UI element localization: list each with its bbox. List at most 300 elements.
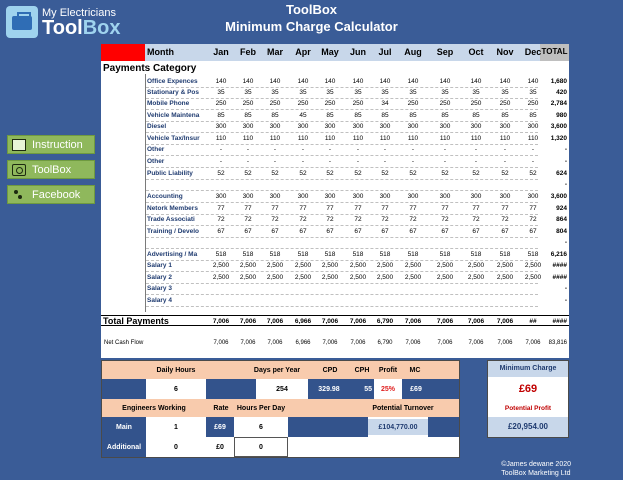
table-cell[interactable]: 2,500 — [239, 274, 257, 281]
table-cell[interactable]: 35 — [529, 89, 537, 96]
total-payments-row — [101, 315, 569, 326]
table-cell[interactable]: - — [328, 158, 332, 165]
additional-engineers-input[interactable]: 0 — [174, 443, 178, 451]
table-cell[interactable]: - — [383, 146, 387, 153]
row-label: Other — [147, 146, 165, 153]
table-cell[interactable]: 52 — [409, 170, 417, 177]
row-total: 980 — [556, 112, 567, 119]
table-cell[interactable]: - — [474, 146, 478, 153]
main-engineers-input[interactable]: 1 — [174, 423, 178, 431]
table-cell[interactable]: 2,500 — [467, 262, 485, 269]
row-divider — [146, 225, 538, 226]
calculator-panel — [101, 360, 460, 458]
table-cell[interactable]: 67 — [244, 228, 252, 235]
minimum-charge-value: £69 — [488, 377, 568, 401]
table-row — [101, 77, 569, 87]
facebook-button[interactable] — [7, 185, 95, 204]
calc-navy-cell-3 — [430, 379, 459, 399]
table-cell[interactable]: 300 — [439, 123, 451, 130]
row-label: Diesel — [147, 123, 167, 130]
table-cell[interactable]: - — [301, 146, 305, 153]
table-cell[interactable]: - — [531, 146, 535, 153]
cpd-label: CPD — [322, 366, 338, 374]
table-cell[interactable]: 52 — [217, 170, 225, 177]
table-cell[interactable]: 72 — [529, 216, 537, 223]
table-cell[interactable]: 67 — [217, 228, 225, 235]
table-cell[interactable]: 300 — [407, 123, 419, 130]
table-cell[interactable]: 140 — [499, 78, 511, 85]
table-cell[interactable]: 72 — [217, 216, 225, 223]
table-cell[interactable]: 2,500 — [524, 262, 542, 269]
table-cell[interactable]: 2,500 — [436, 274, 454, 281]
table-cell[interactable]: 300 — [352, 123, 364, 130]
table-cell[interactable]: 110 — [499, 135, 511, 142]
table-cell[interactable]: 110 — [297, 135, 309, 142]
table-cell[interactable]: 110 — [269, 135, 281, 142]
table-cell[interactable]: 250 — [215, 100, 227, 107]
table-cell[interactable]: 35 — [217, 89, 225, 96]
table-cell[interactable]: 110 — [407, 135, 419, 142]
table-cell[interactable]: 250 — [470, 100, 482, 107]
table-cell[interactable]: 85 — [271, 112, 279, 119]
month-header-may: May — [321, 47, 339, 57]
toolbox-button[interactable] — [7, 160, 95, 179]
table-cell[interactable]: - — [356, 146, 360, 153]
daily-hours-input[interactable]: 6 — [174, 385, 178, 393]
logo-box: Box — [82, 17, 121, 39]
days-per-year-input[interactable]: 254 — [276, 385, 288, 393]
table-cell[interactable]: 77 — [354, 205, 362, 212]
net-cash-flow-row — [101, 340, 569, 350]
table-cell[interactable]: 300 — [499, 193, 511, 200]
table-cell[interactable]: 300 — [215, 123, 227, 130]
table-cell[interactable]: 2,500 — [496, 274, 514, 281]
row-divider — [146, 248, 538, 249]
table-cell[interactable]: 72 — [441, 216, 449, 223]
table-cell[interactable]: 250 — [439, 100, 451, 107]
row-label: Accounting — [147, 193, 183, 200]
table-cell[interactable]: 2,500 — [376, 274, 394, 281]
table-cell[interactable]: 2,500 — [239, 262, 257, 269]
table-cell[interactable]: 2,500 — [321, 262, 339, 269]
table-cell[interactable]: 72 — [326, 216, 334, 223]
row-total: 3,600 — [550, 123, 567, 130]
row-divider — [146, 294, 538, 295]
additional-rate-value: £0 — [216, 443, 224, 451]
facebook-label: Facebook — [32, 188, 81, 201]
table-row — [101, 296, 569, 306]
table-cell[interactable]: 52 — [326, 170, 334, 177]
table-cell[interactable]: 52 — [381, 170, 389, 177]
total-payments-total: #### — [552, 318, 567, 325]
table-cell[interactable]: 85 — [326, 112, 334, 119]
table-cell[interactable]: 300 — [242, 193, 254, 200]
table-cell[interactable]: 300 — [352, 193, 364, 200]
table-cell[interactable]: 77 — [326, 205, 334, 212]
main-label: Main — [102, 417, 146, 437]
people-icon — [12, 189, 26, 201]
row-divider — [146, 132, 538, 133]
table-cell[interactable]: 2,500 — [294, 262, 312, 269]
table-cell[interactable]: - — [246, 158, 250, 165]
table-cell[interactable]: 52 — [271, 170, 279, 177]
cpd-value: 329.98 — [308, 379, 350, 399]
copyright-line-2: ToolBox Marketing Ltd — [501, 470, 571, 477]
table-cell[interactable]: 72 — [501, 216, 509, 223]
table-cell[interactable]: 72 — [472, 216, 480, 223]
table-cell[interactable]: - — [443, 146, 447, 153]
table-cell[interactable]: 140 — [242, 78, 254, 85]
table-cell[interactable]: 110 — [215, 135, 227, 142]
table-cell[interactable]: 518 — [470, 251, 482, 258]
table-cell[interactable]: - — [503, 146, 507, 153]
profit-label: Profit — [378, 366, 398, 374]
table-cell[interactable]: 77 — [217, 205, 225, 212]
table-cell[interactable]: 85 — [381, 112, 389, 119]
table-cell[interactable]: 140 — [215, 78, 227, 85]
table-cell[interactable]: 300 — [527, 123, 539, 130]
row-total: 6,216 — [550, 251, 567, 258]
table-cell[interactable]: 140 — [470, 78, 482, 85]
hours-per-day-label: Hours Per Day — [236, 404, 286, 412]
month-header-oct: Oct — [468, 47, 484, 57]
row-total: 624 — [556, 170, 567, 177]
month-label: Month — [147, 47, 174, 57]
month-header-aug: Aug — [404, 47, 422, 57]
table-row — [101, 227, 569, 237]
table-cell[interactable]: 300 — [269, 123, 281, 130]
table-cell[interactable]: 52 — [529, 170, 537, 177]
row-divider — [146, 167, 538, 168]
table-cell[interactable]: 140 — [379, 78, 391, 85]
minimum-charge-label: Minimum Charge — [488, 361, 568, 377]
table-cell[interactable]: 300 — [499, 123, 511, 130]
row-total: 924 — [556, 205, 567, 212]
table-cell[interactable]: 518 — [324, 251, 336, 258]
logo-top-text: My Electricians — [42, 7, 116, 19]
table-cell[interactable]: 2,500 — [321, 274, 339, 281]
table-cell[interactable]: 72 — [271, 216, 279, 223]
camera-icon — [12, 164, 26, 176]
table-row — [101, 204, 569, 214]
table-cell[interactable]: 2,500 — [349, 262, 367, 269]
row-label: Advertising / Ma — [147, 251, 198, 258]
row-divider — [146, 155, 538, 156]
main-rate-value: £69 — [206, 417, 234, 437]
table-cell[interactable]: 300 — [324, 123, 336, 130]
table-cell[interactable]: 110 — [470, 135, 482, 142]
table-cell[interactable]: 45 — [299, 112, 307, 119]
page-title: Minimum Charge Calculator — [225, 19, 398, 34]
instruction-button[interactable] — [7, 135, 95, 154]
table-cell[interactable]: - — [219, 158, 223, 165]
table-cell[interactable]: 85 — [472, 112, 480, 119]
net-cash-flow-cell: 7,006 — [213, 340, 229, 346]
net-cash-flow-cell: 7,006 — [240, 340, 256, 346]
table-cell[interactable]: 518 — [499, 251, 511, 258]
table-cell[interactable]: 300 — [527, 193, 539, 200]
row-label: Vehicle Tax/Insur — [147, 135, 200, 142]
table-cell[interactable]: 140 — [352, 78, 364, 85]
row-label: Salary 2 — [147, 274, 172, 281]
table-row — [101, 88, 569, 98]
month-header-apr: Apr — [295, 47, 311, 57]
row-total: 1,320 — [550, 135, 567, 142]
table-cell[interactable]: 518 — [242, 251, 254, 258]
table-cell[interactable]: 140 — [269, 78, 281, 85]
table-cell[interactable]: 52 — [501, 170, 509, 177]
table-cell[interactable]: 250 — [499, 100, 511, 107]
table-cell[interactable]: 250 — [527, 100, 539, 107]
table-cell[interactable]: 85 — [529, 112, 537, 119]
table-row — [101, 238, 569, 248]
table-cell[interactable]: 300 — [324, 193, 336, 200]
table-cell[interactable]: 300 — [215, 193, 227, 200]
table-cell[interactable]: 140 — [439, 78, 451, 85]
cph-value: 55 — [350, 379, 374, 399]
total-payments-cell: 7,006 — [266, 318, 284, 325]
table-cell[interactable]: 35 — [299, 89, 307, 96]
table-cell[interactable]: 72 — [354, 216, 362, 223]
row-total: - — [564, 285, 567, 292]
total-payments-label: Total Payments — [103, 316, 169, 326]
table-cell[interactable]: 140 — [527, 78, 539, 85]
row-total: - — [564, 158, 567, 165]
row-total: #### — [552, 262, 567, 269]
table-cell[interactable]: 77 — [501, 205, 509, 212]
table-cell[interactable]: 2,500 — [349, 274, 367, 281]
table-cell[interactable]: 72 — [381, 216, 389, 223]
calc-navy-cell-4 — [288, 417, 368, 437]
red-header-cell — [101, 44, 145, 61]
table-cell[interactable]: 35 — [409, 89, 417, 96]
additional-label: Additional — [102, 437, 146, 457]
table-cell[interactable]: 35 — [441, 89, 449, 96]
table-cell[interactable]: 110 — [324, 135, 336, 142]
table-cell[interactable]: 300 — [379, 193, 391, 200]
table-cell[interactable]: - — [301, 158, 305, 165]
table-cell[interactable]: 85 — [501, 112, 509, 119]
table-cell[interactable]: 2,500 — [376, 262, 394, 269]
table-cell[interactable]: 2,500 — [496, 262, 514, 269]
table-row — [101, 192, 569, 202]
row-divider — [146, 271, 538, 272]
rate-label: Rate — [213, 404, 229, 412]
total-payments-cell: 6,966 — [294, 318, 312, 325]
profit-input[interactable]: 25% — [380, 385, 395, 393]
table-cell[interactable]: 67 — [299, 228, 307, 235]
summary-panel — [487, 360, 569, 438]
table-cell[interactable]: 67 — [529, 228, 537, 235]
table-cell[interactable]: 2,500 — [404, 274, 422, 281]
table-cell[interactable]: 35 — [472, 89, 480, 96]
instruction-label: Instruction — [32, 138, 83, 151]
table-cell[interactable]: 77 — [271, 205, 279, 212]
net-cash-flow-label: Net Cash Flow — [104, 340, 144, 346]
row-label: Vehicle Maintena — [147, 112, 200, 119]
table-cell[interactable]: - — [273, 158, 277, 165]
table-cell[interactable]: 518 — [407, 251, 419, 258]
net-cash-flow-cell: 7,006 — [405, 340, 421, 346]
table-cell[interactable]: 300 — [470, 193, 482, 200]
app-title: ToolBox — [285, 2, 338, 17]
table-cell[interactable]: 34 — [381, 100, 389, 107]
toolbox-label: ToolBox — [32, 163, 72, 176]
table-cell[interactable]: - — [383, 158, 387, 165]
table-cell[interactable]: 2,500 — [266, 262, 284, 269]
table-cell[interactable]: 85 — [441, 112, 449, 119]
table-cell[interactable]: 85 — [217, 112, 225, 119]
table-cell[interactable]: 72 — [244, 216, 252, 223]
table-cell[interactable]: 300 — [470, 123, 482, 130]
table-cell[interactable]: 77 — [441, 205, 449, 212]
table-cell[interactable]: 77 — [472, 205, 480, 212]
table-cell[interactable]: - — [531, 158, 535, 165]
table-cell[interactable]: - — [411, 158, 415, 165]
table-cell[interactable]: 67 — [271, 228, 279, 235]
table-cell[interactable]: 300 — [379, 123, 391, 130]
mc-value: £69 — [402, 379, 430, 399]
total-payments-cell: 7,006 — [436, 318, 454, 325]
table-cell[interactable]: 35 — [244, 89, 252, 96]
table-cell[interactable]: 85 — [244, 112, 252, 119]
table-cell[interactable]: 35 — [501, 89, 509, 96]
table-cell[interactable]: 52 — [354, 170, 362, 177]
net-cash-flow-cell: 6,790 — [377, 340, 393, 346]
calc-navy-cell-2 — [206, 379, 256, 399]
table-cell[interactable]: 140 — [407, 78, 419, 85]
total-payments-cell: 7,006 — [239, 318, 257, 325]
table-cell[interactable]: 2,500 — [212, 262, 230, 269]
table-cell[interactable]: 85 — [354, 112, 362, 119]
table-row — [101, 157, 569, 167]
logo-tool: Tool — [42, 17, 83, 39]
total-payments-cell: 7,006 — [404, 318, 422, 325]
table-cell[interactable]: - — [443, 158, 447, 165]
table-cell[interactable]: 77 — [409, 205, 417, 212]
table-cell[interactable]: 35 — [271, 89, 279, 96]
table-cell[interactable]: 110 — [379, 135, 391, 142]
table-cell[interactable]: 52 — [472, 170, 480, 177]
table-cell[interactable]: 2,500 — [212, 274, 230, 281]
table-cell[interactable]: 2,500 — [266, 274, 284, 281]
table-cell[interactable]: 250 — [242, 100, 254, 107]
table-cell[interactable]: 110 — [527, 135, 539, 142]
table-cell[interactable]: 300 — [242, 123, 254, 130]
table-cell[interactable]: - — [219, 146, 223, 153]
table-cell[interactable]: 67 — [326, 228, 334, 235]
table-cell[interactable]: 67 — [409, 228, 417, 235]
total-header: TOTAL — [540, 44, 569, 61]
days-per-year-label: Days per Year — [253, 366, 301, 374]
table-cell[interactable]: 77 — [381, 205, 389, 212]
row-divider — [146, 109, 538, 110]
row-label: Mobile Phone — [147, 100, 190, 107]
table-cell[interactable]: - — [273, 146, 277, 153]
table-cell[interactable]: 110 — [242, 135, 254, 142]
table-cell[interactable]: 140 — [297, 78, 309, 85]
row-total: 420 — [556, 89, 567, 96]
table-cell[interactable]: 85 — [409, 112, 417, 119]
table-cell[interactable]: - — [411, 146, 415, 153]
table-row — [101, 99, 569, 109]
table-cell[interactable]: 300 — [269, 193, 281, 200]
table-cell[interactable]: 67 — [381, 228, 389, 235]
table-cell[interactable]: 72 — [409, 216, 417, 223]
table-cell[interactable]: 300 — [439, 193, 451, 200]
additional-hours-input[interactable]: 0 — [234, 437, 288, 457]
table-cell[interactable]: 2,500 — [436, 262, 454, 269]
calc-navy-cell-5 — [428, 417, 459, 437]
table-cell[interactable]: - — [474, 158, 478, 165]
table-cell[interactable]: 140 — [324, 78, 336, 85]
table-cell[interactable]: 110 — [352, 135, 364, 142]
table-cell[interactable]: 77 — [299, 205, 307, 212]
table-cell[interactable]: 250 — [297, 100, 309, 107]
table-cell[interactable]: 300 — [297, 123, 309, 130]
table-cell[interactable]: 35 — [354, 89, 362, 96]
table-cell[interactable]: 67 — [354, 228, 362, 235]
table-cell[interactable]: 518 — [269, 251, 281, 258]
month-header-feb: Feb — [239, 47, 256, 57]
table-cell[interactable]: 2,500 — [524, 274, 542, 281]
table-row — [101, 145, 569, 155]
table-cell[interactable]: - — [328, 146, 332, 153]
net-cash-flow-total: 83,816 — [548, 340, 567, 346]
table-cell[interactable]: 250 — [407, 100, 419, 107]
table-row — [101, 215, 569, 225]
table-cell[interactable]: 72 — [299, 216, 307, 223]
table-cell[interactable]: 518 — [439, 251, 451, 258]
table-cell[interactable]: 518 — [352, 251, 364, 258]
table-cell[interactable]: 35 — [381, 89, 389, 96]
table-cell[interactable]: 250 — [269, 100, 281, 107]
month-header-jan: Jan — [213, 47, 229, 57]
table-cell[interactable]: 518 — [527, 251, 539, 258]
table-cell[interactable]: - — [246, 146, 250, 153]
table-cell[interactable]: 2,500 — [294, 274, 312, 281]
table-cell[interactable]: 2,500 — [404, 262, 422, 269]
table-cell[interactable]: 250 — [324, 100, 336, 107]
main-hours-input[interactable]: 6 — [259, 423, 263, 431]
table-cell[interactable]: 300 — [297, 193, 309, 200]
table-cell[interactable]: 518 — [297, 251, 309, 258]
table-cell[interactable]: 518 — [379, 251, 391, 258]
table-cell[interactable]: 67 — [441, 228, 449, 235]
row-label: Public Liability — [147, 170, 193, 177]
row-total: #### — [552, 274, 567, 281]
table-cell[interactable]: 110 — [439, 135, 451, 142]
table-cell[interactable]: 52 — [441, 170, 449, 177]
table-cell[interactable]: - — [503, 158, 507, 165]
net-cash-flow-cell: 7,006 — [437, 340, 453, 346]
table-cell[interactable]: 52 — [244, 170, 252, 177]
payments-category-heading: Payments Category — [103, 63, 197, 74]
table-cell[interactable]: 2,500 — [467, 274, 485, 281]
table-cell[interactable]: 77 — [244, 205, 252, 212]
table-cell[interactable]: 35 — [326, 89, 334, 96]
table-cell[interactable]: 300 — [407, 193, 419, 200]
row-label: Stationary & Pos — [147, 89, 200, 96]
table-cell[interactable]: 67 — [501, 228, 509, 235]
table-cell[interactable]: - — [356, 158, 360, 165]
table-cell[interactable]: 67 — [472, 228, 480, 235]
table-cell[interactable]: 250 — [352, 100, 364, 107]
table-cell[interactable]: 77 — [529, 205, 537, 212]
total-payments-cell: 7,006 — [321, 318, 339, 325]
table-cell[interactable]: 518 — [215, 251, 227, 258]
table-cell[interactable]: 52 — [299, 170, 307, 177]
